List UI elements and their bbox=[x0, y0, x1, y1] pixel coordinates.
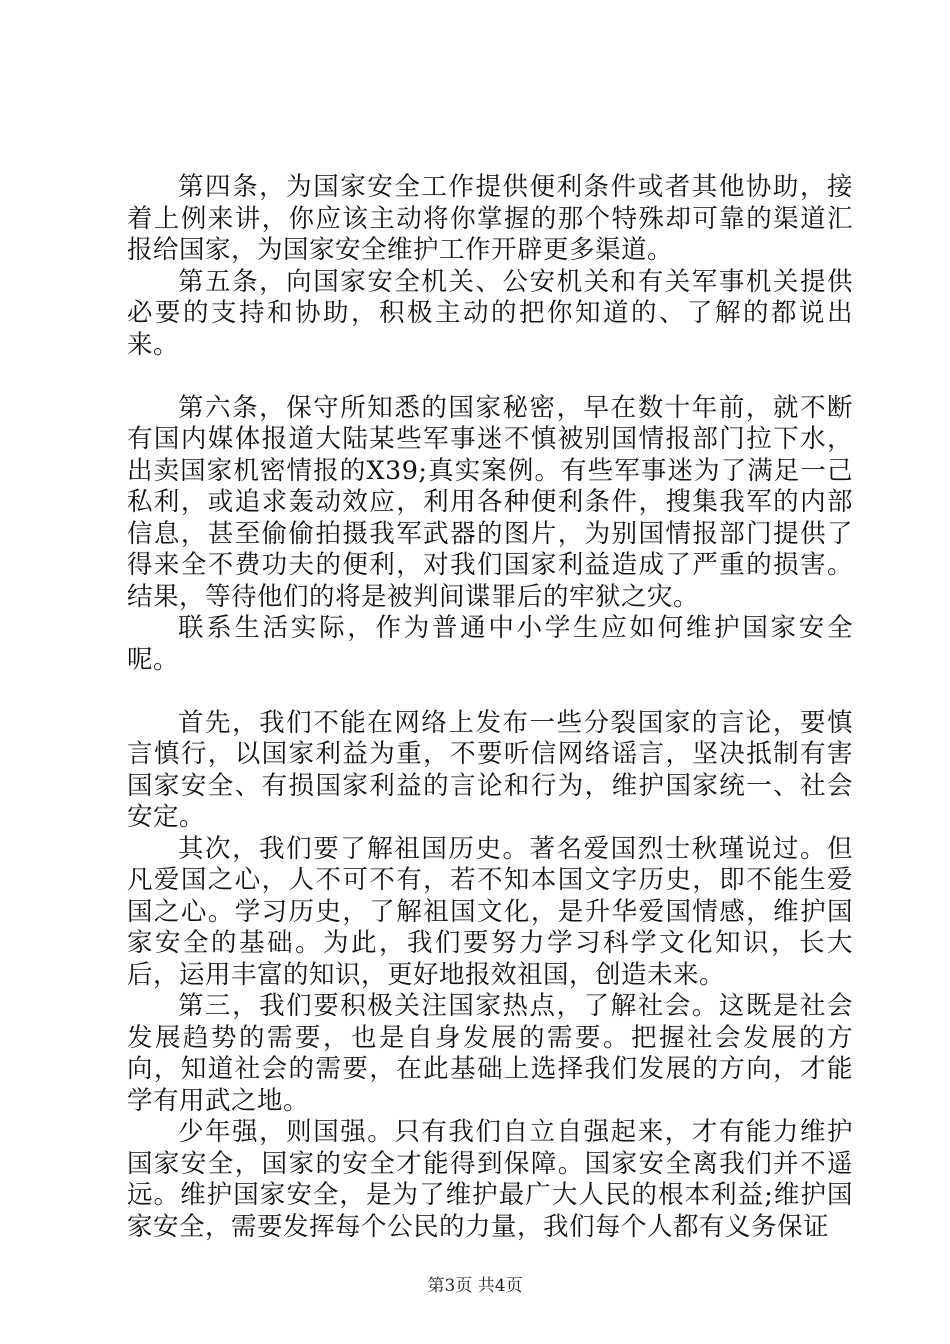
page-number-label: 第3页 共4页 bbox=[427, 1276, 523, 1296]
paragraph-third: 第三，我们要积极关注国家热点，了解社会。这既是社会发展趋势的需要，也是自身发展的需要。把握社会发展的方向，知道社会的需要，在此基础上选择我们发展的方向，才能学有用武之地。 bbox=[127, 991, 853, 1116]
document-body bbox=[127, 172, 853, 1243]
paragraph-second: 其次，我们要了解祖国历史。著名爱国烈士秋瑾说过。但凡爱国之心，人不可不有，若不知本国文字历史，即不能生爱国之心。学习历史，了解祖国文化，是升华爱国情感，维护国家安全的基础。为此，我们要努力学习科学文化知识，长大后，运用丰富的知识，更好地报效祖国，创造未来。 bbox=[127, 833, 853, 990]
paragraph-article-6: 第六条，保守所知悉的国家秘密，早在数十年前，就不断有国内媒体报道大陆某些军事迷不慎被别国情报部门拉下水，出卖国家机密情报的X39;真实案例。有些军事迷为了满足一己私利，或追求轰动效应，利用各种便利条件，搜集我军的内部信息，甚至偷偷拍摄我军武器的图片，为别国情报部门提供了得来全不费功夫的便利，对我们国家利益造成了严重的损害。结果，等待他们的将是被判间谍罪后的牢狱之灾。 bbox=[127, 392, 853, 612]
paragraph-spacer bbox=[127, 361, 853, 393]
paragraph-first: 首先，我们不能在网络上发布一些分裂国家的言论，要慎言慎行，以国家利益为重，不要听信网络谣言，坚决抵制有害国家安全、有损国家利益的言论和行为，维护国家统一、社会安定。 bbox=[127, 707, 853, 832]
paragraph-spacer bbox=[127, 676, 853, 708]
paragraph-conclusion: 少年强，则国强。只有我们自立自强起来，才有能力维护国家安全，国家的安全才能得到保障。国家安全离我们并不遥远。维护国家安全，是为了维护最广大人民的根本利益;维护国家安全，需要发挥每个公民的力量，我们每个人都有义务保证 bbox=[127, 1117, 853, 1242]
paragraph-article-5: 第五条，向国家安全机关、公安机关和有关军事机关提供必要的支持和协助，积极主动的把你知道的、了解的都说出来。 bbox=[127, 266, 853, 360]
paragraph-article-4: 第四条，为国家安全工作提供便利条件或者其他协助，接着上例来讲，你应该主动将你掌握的那个特殊却可靠的渠道汇报给国家，为国家安全维护工作开辟更多渠道。 bbox=[127, 172, 853, 265]
paragraph-question: 联系生活实际，作为普通中小学生应如何维护国家安全呢。 bbox=[127, 613, 853, 675]
page-footer bbox=[0, 1275, 950, 1297]
